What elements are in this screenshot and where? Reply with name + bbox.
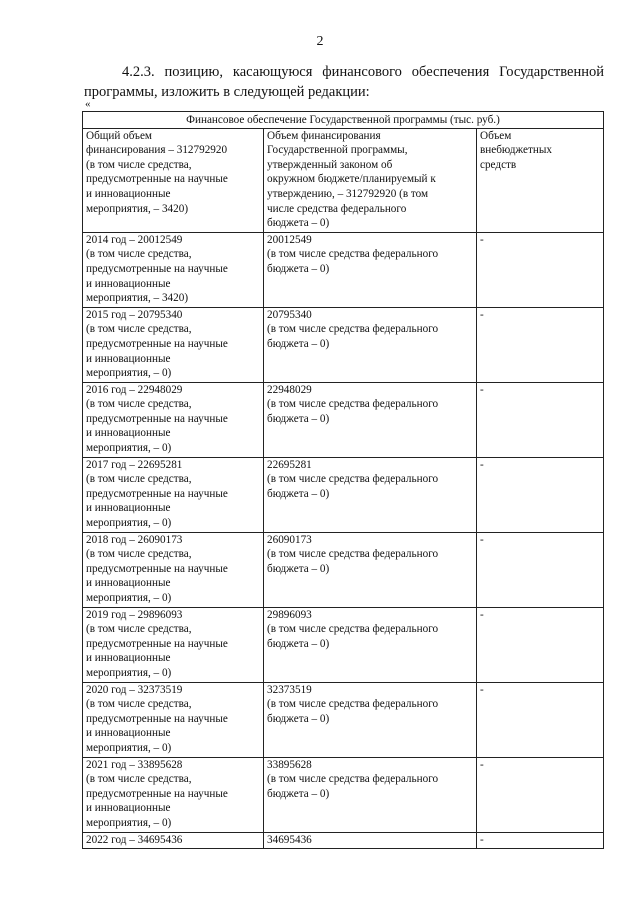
table-row bbox=[83, 832, 604, 849]
total-cell: 2014 год – 20012549 (в том числе средства, предусмотренные на научные и инновационные мероприятия, – 3420) bbox=[83, 232, 264, 307]
table-row bbox=[83, 757, 604, 832]
total-cell: 2020 год – 32373519 (в том числе средства, предусмотренные на научные и инновационные мероприятия, – 0) bbox=[83, 682, 264, 757]
total-cell: 2019 год – 29896093 (в том числе средства, предусмотренные на научные и инновационные мероприятия, – 0) bbox=[83, 607, 264, 682]
table-title: Финансовое обеспечение Государственной программы (тыс. руб.) bbox=[83, 112, 604, 129]
total-cell: 2015 год – 20795340 (в том числе средства, предусмотренные на научные и инновационные мероприятия, – 0) bbox=[83, 307, 264, 382]
budget-cell: 33895628 (в том числе средства федерального бюджета – 0) bbox=[264, 757, 477, 832]
total-cell: 2016 год – 22948029 (в том числе средства, предусмотренные на научные и инновационные мероприятия, – 0) bbox=[83, 382, 264, 457]
budget-cell: 22948029 (в том числе средства федерального бюджета – 0) bbox=[264, 382, 477, 457]
budget-cell: 26090173 (в том числе средства федерального бюджета – 0) bbox=[264, 532, 477, 607]
budget-cell: 20012549 (в том числе средства федерального бюджета – 0) bbox=[264, 232, 477, 307]
table-title-row bbox=[83, 112, 604, 129]
extra-cell: - bbox=[477, 232, 604, 307]
table-row bbox=[83, 532, 604, 607]
budget-cell: 20795340 (в том числе средства федерального бюджета – 0) bbox=[264, 307, 477, 382]
table-row bbox=[83, 457, 604, 532]
header-extra-cell: Объем внебюджетных средств bbox=[477, 128, 604, 232]
total-cell: 2022 год – 34695436 bbox=[83, 832, 264, 849]
extra-cell: - bbox=[477, 457, 604, 532]
table-row bbox=[83, 232, 604, 307]
header-total-cell: Общий объем финансирования – 312792920 (в том числе средства, предусмотренные на научные и инновационные мероприятия, – 3420) bbox=[83, 128, 264, 232]
budget-cell: 32373519 (в том числе средства федерального бюджета – 0) bbox=[264, 682, 477, 757]
total-cell: 2018 год – 26090173 (в том числе средства, предусмотренные на научные и инновационные мероприятия, – 0) bbox=[83, 532, 264, 607]
intro-paragraph bbox=[84, 62, 604, 102]
intro-text: 4.2.3. позицию, касающуюся финансового обеспечения Государственной программы, изложить в следующей редакции: bbox=[84, 64, 604, 100]
table-row bbox=[83, 307, 604, 382]
table-header-row bbox=[83, 128, 604, 232]
extra-cell: - bbox=[477, 682, 604, 757]
total-cell: 2021 год – 33895628 (в том числе средства, предусмотренные на научные и инновационные мероприятия, – 0) bbox=[83, 757, 264, 832]
opening-quote-mark: « bbox=[85, 98, 91, 110]
budget-cell: 34695436 bbox=[264, 832, 477, 849]
extra-cell: - bbox=[477, 307, 604, 382]
extra-cell: - bbox=[477, 757, 604, 832]
budget-cell: 29896093 (в том числе средства федерального бюджета – 0) bbox=[264, 607, 477, 682]
financing-table bbox=[82, 111, 604, 849]
budget-cell: 22695281 (в том числе средства федерального бюджета – 0) bbox=[264, 457, 477, 532]
extra-cell: - bbox=[477, 832, 604, 849]
extra-cell: - bbox=[477, 607, 604, 682]
total-cell: 2017 год – 22695281 (в том числе средства, предусмотренные на научные и инновационные мероприятия, – 0) bbox=[83, 457, 264, 532]
table-row bbox=[83, 382, 604, 457]
extra-cell: - bbox=[477, 532, 604, 607]
page-number: 2 bbox=[316, 34, 324, 49]
extra-cell: - bbox=[477, 382, 604, 457]
header-budget-cell: Объем финансирования Государственной программы, утвержденный законом об окружном бюджете/планируемый к утверждению, – 312792920 (в том числе средства федерального бюджета – 0) bbox=[264, 128, 477, 232]
table-row bbox=[83, 682, 604, 757]
table-row bbox=[83, 607, 604, 682]
